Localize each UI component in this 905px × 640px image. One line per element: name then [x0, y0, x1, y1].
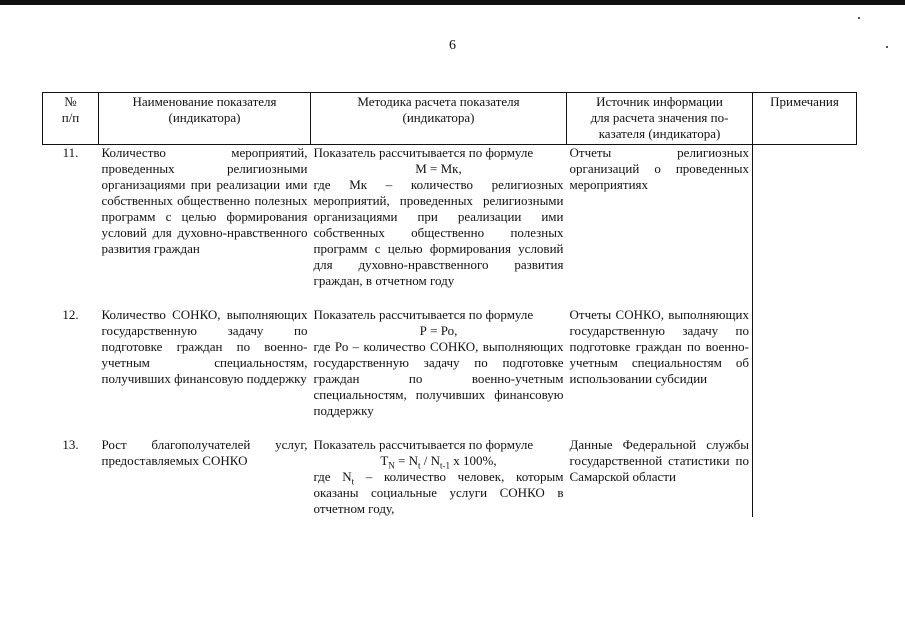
page-number: 6	[449, 38, 456, 53]
table-row	[43, 307, 857, 419]
indicator-table	[42, 92, 857, 517]
indicator-name: Рост благополучателей услуг, предоставляемых СОНКО	[101, 437, 308, 468]
calculation-method	[311, 437, 567, 517]
row-number: 12.	[62, 307, 79, 322]
row-spacer	[43, 289, 857, 307]
table-row	[43, 145, 857, 290]
notes-cell	[753, 307, 857, 419]
information-source: Данные Федеральной службы государственной статистики по Самарской области	[567, 437, 753, 517]
formula: Р = Ро,	[419, 323, 458, 338]
method-intro: Показатель рассчитывается по формуле	[313, 307, 534, 322]
header-information-source: Источник информации для расчета значения по- казателя (индикатора)	[567, 93, 753, 145]
header-notes: Примечания	[753, 93, 857, 145]
row-spacer	[43, 419, 857, 437]
method-text: где $N_t$ – количество человек, которым оказаны социальные услуги СОНКО в отчетном году,	[313, 469, 564, 516]
method-intro: Показатель рассчитывается по формуле	[313, 437, 534, 452]
information-source: Отчеты религиозных организаций о проведенных мероприятиях	[567, 145, 753, 290]
table-header-row	[43, 93, 857, 145]
header-indicator-name: Наименование показателя (индикатора)	[99, 93, 311, 145]
information-source: Отчеты СОНКО, выполняющих государственную задачу по подготовке граждан по военно-учетным специальностям об использовании субсидии	[567, 307, 753, 419]
scan-speck	[858, 17, 860, 19]
header-number: № п/п	[43, 93, 99, 145]
table-row	[43, 437, 857, 517]
indicator-name: Количество СОНКО, выполняющих государственную задачу по подготовке граждан по военно-учетным специальностям, получивших финансовую поддержку	[101, 307, 308, 386]
row-number: 11.	[62, 145, 79, 160]
notes-cell	[753, 145, 857, 290]
method-text: где Мк – количество религиозных мероприятий, проведенных религиозными организациями при реализации ими собственных общественно полезных программ с целью формирования условий для духовно-нравственного развития граждан, в отчетном году	[313, 177, 564, 288]
calculation-method	[311, 307, 567, 419]
scan-top-border	[0, 0, 905, 5]
notes-cell	[753, 437, 857, 517]
method-intro: Показатель рассчитывается по формуле	[313, 145, 534, 160]
indicator-name: Количество мероприятий, проведенных религиозными организациями при реализации ими собственных общественно полезных программ с целью формирования условий для духовно-нравственного развития граждан	[101, 145, 308, 256]
formula: М = Мк,	[415, 161, 462, 176]
calculation-method	[311, 145, 567, 290]
method-text: где Ро – количество СОНКО, выполняющих государственную задачу по подготовке граждан по военно-учетным специальностям, получивших финансовую поддержку	[313, 339, 564, 418]
header-calculation-method: Методика расчета показателя (индикатора)	[311, 93, 567, 145]
row-number: 13.	[62, 437, 79, 452]
formula: $T_N = N_t / N_{t-1}$ x 100%,	[380, 453, 497, 471]
